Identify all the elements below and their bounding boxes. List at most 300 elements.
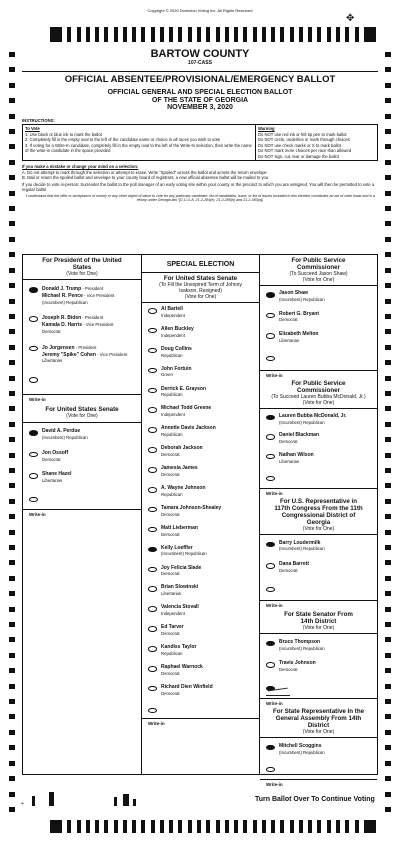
timing-mark bbox=[178, 27, 182, 42]
timing-mark bbox=[385, 684, 391, 689]
contest-president-header bbox=[23, 255, 141, 279]
timing-mark bbox=[385, 514, 391, 519]
timing-mark bbox=[385, 221, 391, 226]
special-election-header: SPECIAL ELECTION bbox=[142, 255, 259, 273]
timing-mark bbox=[141, 820, 145, 833]
timing-mark bbox=[206, 820, 210, 833]
candidate-name: Tamara Johnson-Shealey bbox=[161, 504, 222, 511]
warning-item: Do NOT use check marks or X to mark ballot bbox=[258, 142, 342, 148]
ballot-grid bbox=[22, 254, 378, 787]
timing-mark bbox=[9, 637, 15, 642]
ballot-title: OFFICIAL ABSENTEE/PROVISIONAL/EMERGENCY BALLOT bbox=[22, 71, 378, 85]
timing-mark bbox=[385, 160, 391, 165]
timing-mark bbox=[327, 820, 331, 833]
candidate-option[interactable] bbox=[142, 406, 259, 418]
empty-oval[interactable] bbox=[148, 368, 157, 374]
timing-mark bbox=[216, 27, 220, 42]
empty-oval[interactable] bbox=[266, 434, 275, 440]
candidate-role: - President bbox=[74, 344, 97, 350]
timing-mark bbox=[271, 820, 275, 833]
timing-mark bbox=[9, 668, 15, 673]
candidate-name: Valencia Stovall bbox=[161, 604, 199, 611]
empty-oval[interactable] bbox=[148, 666, 157, 672]
timing-mark bbox=[243, 820, 247, 833]
timing-mark bbox=[9, 792, 15, 797]
candidate-party: Independent bbox=[161, 412, 185, 418]
contest-state-rep-header bbox=[260, 706, 377, 735]
candidate-option[interactable] bbox=[23, 451, 141, 463]
candidate-party: Republican bbox=[161, 432, 183, 438]
timing-mark bbox=[262, 27, 266, 42]
timing-mark bbox=[188, 820, 192, 833]
to-vote-heading: To Vote bbox=[25, 126, 40, 131]
write-in-line bbox=[23, 394, 141, 395]
candidate-party: Independent bbox=[161, 312, 185, 318]
running-mate-role: - Vice President bbox=[95, 351, 128, 357]
write-in-option[interactable] bbox=[23, 494, 141, 517]
candidate-option[interactable] bbox=[142, 387, 259, 399]
footer-code-marks bbox=[32, 792, 136, 806]
candidate-party: Independent bbox=[161, 332, 185, 338]
candidate-party: Republican bbox=[161, 392, 183, 398]
timing-mark bbox=[9, 252, 15, 257]
timing-mark bbox=[9, 114, 15, 119]
write-in-oval[interactable] bbox=[266, 476, 275, 482]
filled-oval[interactable] bbox=[29, 287, 38, 293]
timing-mark bbox=[9, 329, 15, 334]
timing-mark bbox=[299, 27, 303, 42]
timing-mark bbox=[9, 699, 15, 704]
write-in-line bbox=[260, 779, 377, 780]
candidate-party: Democrat bbox=[161, 471, 180, 477]
timing-mark bbox=[9, 98, 15, 103]
candidate-option[interactable] bbox=[142, 446, 259, 458]
write-in-label: Write-in bbox=[266, 602, 283, 608]
contest-title: For State Senator From 14th District bbox=[284, 610, 353, 625]
candidate-option[interactable] bbox=[142, 685, 259, 697]
timing-mark bbox=[9, 530, 15, 535]
candidate-party: Green bbox=[161, 372, 173, 378]
timing-mark bbox=[216, 820, 220, 833]
contest-us-senate-header bbox=[23, 404, 141, 419]
timing-mark bbox=[385, 83, 391, 88]
empty-oval[interactable] bbox=[148, 527, 157, 533]
contest-congress-options bbox=[260, 535, 377, 574]
filled-oval[interactable] bbox=[148, 547, 157, 553]
timing-mark bbox=[385, 329, 391, 334]
timing-mark bbox=[9, 576, 15, 581]
candidate-option[interactable] bbox=[23, 429, 141, 441]
timing-mark bbox=[385, 699, 391, 704]
contest-title: For United States Senate bbox=[45, 406, 119, 414]
instruction-step: 1. Use black or blue ink to mark the ballot bbox=[25, 131, 102, 137]
timing-marks-left bbox=[9, 52, 15, 812]
empty-oval[interactable] bbox=[29, 346, 38, 352]
write-in-oval[interactable] bbox=[266, 587, 275, 593]
write-in-option[interactable] bbox=[260, 683, 377, 706]
candidate-party: (Incumbent) Republican bbox=[161, 551, 207, 557]
contest-title: For State Representative In the General Assembly From 14th District bbox=[272, 707, 365, 729]
instructions-heading: INSTRUCTIONS: bbox=[22, 118, 55, 123]
timing-mark bbox=[385, 206, 391, 211]
empty-oval[interactable] bbox=[266, 313, 275, 319]
empty-oval[interactable] bbox=[148, 388, 157, 394]
candidate-option[interactable] bbox=[142, 307, 259, 319]
timing-mark bbox=[160, 27, 164, 42]
empty-oval[interactable] bbox=[266, 563, 275, 569]
candidate-party: Republican bbox=[161, 650, 183, 656]
candidate-option[interactable] bbox=[23, 472, 141, 484]
candidate-option[interactable] bbox=[142, 367, 259, 379]
write-in-option[interactable] bbox=[23, 374, 141, 403]
candidate-option[interactable] bbox=[142, 605, 259, 617]
election-title bbox=[22, 89, 378, 112]
candidate-name: Jamesia James bbox=[161, 465, 198, 472]
timing-mark bbox=[364, 27, 376, 42]
timing-mark bbox=[9, 545, 15, 550]
timing-mark bbox=[9, 83, 15, 88]
timing-mark bbox=[9, 591, 15, 596]
contest-psc-2-options bbox=[260, 409, 377, 465]
timing-mark bbox=[385, 391, 391, 396]
candidate-name-line bbox=[42, 286, 139, 293]
candidate-party: (Incumbent) Republican bbox=[279, 645, 325, 651]
in-person-note: If you decide to vote in-person: Surrender the ballot to the poll manager of an early voting site within your county or the precinct to which you are assigned. You will then be permitted to vote a regular ballot bbox=[22, 182, 375, 192]
handwritten-write-in bbox=[266, 687, 290, 696]
timing-mark bbox=[50, 820, 62, 833]
candidate-name: Kelly Loeffler bbox=[161, 544, 193, 551]
timing-mark bbox=[385, 792, 391, 797]
timing-mark bbox=[9, 714, 15, 719]
candidate-option[interactable] bbox=[142, 625, 259, 637]
timing-mark bbox=[9, 283, 15, 288]
write-in-option[interactable] bbox=[142, 705, 259, 726]
timing-mark bbox=[9, 206, 15, 211]
vote-for-label: (Vote for One) bbox=[66, 413, 98, 420]
timing-mark bbox=[50, 27, 62, 42]
timing-mark bbox=[206, 27, 210, 42]
registration-mark: + bbox=[21, 801, 24, 807]
empty-oval[interactable] bbox=[266, 454, 275, 460]
timing-mark bbox=[364, 820, 376, 833]
column-3 bbox=[259, 255, 377, 787]
column-1 bbox=[23, 255, 141, 774]
contest-psc-1-options bbox=[260, 286, 377, 344]
candidate-name: Jason Shaw bbox=[279, 290, 308, 296]
empty-oval[interactable] bbox=[29, 452, 38, 458]
timing-mark bbox=[9, 453, 15, 458]
candidate-option[interactable] bbox=[142, 526, 259, 538]
empty-oval[interactable] bbox=[29, 473, 38, 479]
candidate-option[interactable] bbox=[260, 661, 377, 673]
contest-special-senate-options bbox=[142, 303, 259, 697]
write-in-line bbox=[142, 718, 259, 719]
warning-item: Do NOT sign, cut, tear or damage the ballot bbox=[258, 153, 339, 159]
write-in-line bbox=[260, 600, 377, 601]
timing-mark bbox=[385, 483, 391, 488]
candidate-option[interactable] bbox=[142, 566, 259, 578]
running-mate-name: Kamala D. Harris bbox=[42, 322, 83, 329]
timing-mark bbox=[9, 268, 15, 273]
candidate-name-line bbox=[42, 315, 139, 322]
contest-state-senate-header bbox=[260, 609, 377, 631]
timing-mark bbox=[327, 27, 331, 42]
candidate-name: Joy Felicia Slade bbox=[161, 564, 202, 571]
candidate-option[interactable] bbox=[260, 562, 377, 574]
empty-oval[interactable] bbox=[148, 328, 157, 334]
candidate-name: Al Bartell bbox=[161, 306, 183, 312]
candidate-party: Democrat bbox=[161, 511, 180, 517]
vote-for-label: (Vote for One) bbox=[302, 728, 335, 735]
timing-mark bbox=[123, 820, 127, 833]
candidate-name: Jo Jorgensen bbox=[42, 344, 75, 351]
candidate-name: Doug Collins bbox=[161, 345, 192, 352]
timing-mark bbox=[9, 607, 15, 612]
precinct-code: 107-CASS bbox=[188, 60, 212, 66]
write-in-line bbox=[260, 488, 377, 489]
candidate-option[interactable] bbox=[23, 315, 141, 334]
filled-oval[interactable] bbox=[266, 542, 275, 548]
contest-title: For Public Service Commissioner bbox=[291, 379, 346, 394]
candidate-option[interactable] bbox=[23, 345, 141, 364]
candidate-option[interactable] bbox=[260, 291, 377, 303]
empty-oval[interactable] bbox=[148, 626, 157, 632]
timing-mark bbox=[225, 820, 229, 833]
timing-mark bbox=[280, 27, 284, 42]
timing-mark bbox=[95, 27, 99, 42]
candidate-option[interactable] bbox=[260, 332, 377, 344]
timing-mark bbox=[336, 820, 340, 833]
candidate-party: Libertarian bbox=[161, 591, 182, 597]
candidate-option[interactable] bbox=[260, 414, 377, 426]
warning-item: Do NOT mark more choices per race than allowed bbox=[258, 148, 352, 153]
timing-mark bbox=[385, 776, 391, 781]
timing-mark bbox=[9, 237, 15, 242]
timing-mark bbox=[86, 820, 90, 833]
empty-oval[interactable] bbox=[148, 467, 157, 473]
empty-oval[interactable] bbox=[148, 447, 157, 453]
running-mate-line bbox=[42, 322, 139, 329]
candidate-option[interactable] bbox=[260, 453, 377, 465]
timing-mark bbox=[336, 27, 340, 42]
candidate-option[interactable] bbox=[142, 506, 259, 518]
timing-mark bbox=[385, 144, 391, 149]
filled-oval[interactable] bbox=[29, 430, 38, 436]
candidate-option[interactable] bbox=[260, 433, 377, 445]
timing-mark bbox=[197, 27, 201, 42]
candidate-name: Deborah Jackson bbox=[161, 445, 203, 452]
timing-mark bbox=[9, 52, 15, 57]
timing-mark bbox=[188, 27, 192, 42]
write-in-option[interactable] bbox=[260, 764, 377, 787]
empty-oval[interactable] bbox=[148, 308, 157, 314]
timing-mark bbox=[160, 820, 164, 833]
candidate-option[interactable] bbox=[260, 744, 377, 756]
candidate-name: Mitchell Scoggins bbox=[279, 742, 322, 749]
mistake-heading: If you make a mistake or change your mind on a selection: bbox=[22, 164, 139, 169]
contest-president-options bbox=[23, 280, 141, 364]
timing-mark bbox=[308, 27, 312, 42]
write-in-oval[interactable] bbox=[29, 497, 38, 503]
timing-mark bbox=[9, 776, 15, 781]
candidate-party: (Incumbent) Republican bbox=[279, 546, 325, 552]
candidate-option[interactable] bbox=[142, 327, 259, 339]
empty-oval[interactable] bbox=[148, 686, 157, 692]
timing-mark bbox=[385, 67, 391, 72]
filled-oval[interactable] bbox=[266, 641, 275, 647]
empty-oval[interactable] bbox=[148, 407, 157, 413]
timing-mark bbox=[9, 807, 15, 812]
timing-mark bbox=[385, 545, 391, 550]
candidate-option[interactable] bbox=[260, 312, 377, 324]
timing-mark bbox=[355, 820, 359, 833]
timing-mark bbox=[385, 129, 391, 134]
candidate-party: Democrat bbox=[161, 571, 180, 577]
candidate-option[interactable] bbox=[23, 286, 141, 305]
timing-mark bbox=[385, 453, 391, 458]
timing-mark bbox=[385, 406, 391, 411]
candidate-option[interactable] bbox=[142, 466, 259, 478]
candidate-name: Bruce Thompson bbox=[279, 638, 321, 645]
candidate-role: - President bbox=[81, 286, 104, 291]
timing-mark bbox=[77, 27, 81, 42]
candidate-role: - President bbox=[81, 315, 104, 321]
timing-mark bbox=[290, 27, 294, 42]
timing-mark bbox=[9, 730, 15, 735]
vote-for-label: (Vote for One) bbox=[302, 277, 335, 283]
timing-mark bbox=[355, 27, 359, 42]
timing-mark bbox=[385, 653, 391, 658]
empty-oval[interactable] bbox=[148, 487, 157, 493]
timing-mark bbox=[9, 221, 15, 226]
write-in-oval[interactable] bbox=[29, 377, 38, 383]
candidate-option[interactable] bbox=[142, 486, 259, 498]
candidate-option[interactable] bbox=[260, 640, 377, 652]
empty-oval[interactable] bbox=[148, 507, 157, 513]
timing-mark bbox=[86, 27, 90, 42]
candidate-name: A. Wayne Johnson bbox=[161, 485, 206, 492]
write-in-option[interactable] bbox=[260, 353, 377, 378]
filled-oval[interactable] bbox=[266, 415, 275, 421]
timing-mark bbox=[385, 268, 391, 273]
write-in-oval[interactable] bbox=[266, 767, 275, 773]
timing-mark bbox=[385, 730, 391, 735]
candidate-option[interactable] bbox=[142, 546, 259, 558]
vote-for-label: (Vote for One) bbox=[302, 525, 335, 532]
timing-mark bbox=[385, 52, 391, 57]
candidate-name: Joseph R. Biden bbox=[42, 315, 82, 322]
timing-mark bbox=[385, 591, 391, 596]
contest-title: For U.S. Representative in 117th Congress From the 11th Congressional District of Georgia bbox=[274, 497, 363, 526]
write-in-oval[interactable] bbox=[148, 708, 157, 714]
write-in-label: Write-in bbox=[266, 372, 283, 378]
filled-oval[interactable] bbox=[266, 292, 275, 298]
mistake-section bbox=[22, 164, 378, 180]
empty-oval[interactable] bbox=[148, 646, 157, 652]
timing-mark bbox=[385, 607, 391, 612]
candidate-option[interactable] bbox=[142, 426, 259, 438]
write-in-option[interactable] bbox=[260, 473, 377, 496]
vote-for-label: (Vote for One) bbox=[302, 399, 335, 406]
timing-mark bbox=[9, 360, 15, 365]
timing-mark bbox=[385, 98, 391, 103]
timing-mark bbox=[9, 653, 15, 658]
running-mate-line bbox=[42, 352, 139, 359]
empty-oval[interactable] bbox=[148, 567, 157, 573]
timing-mark bbox=[385, 345, 391, 350]
to-vote-column bbox=[23, 125, 255, 160]
code-mark bbox=[49, 792, 54, 806]
write-in-option[interactable] bbox=[260, 584, 377, 608]
timing-mark bbox=[95, 820, 99, 833]
timing-mark bbox=[385, 191, 391, 196]
candidate-party: Independent bbox=[161, 611, 185, 617]
contest-subtitle: (To Fill the Unexpired Term of Johnny Isakson, Resigned) bbox=[159, 282, 242, 294]
timing-mark bbox=[253, 820, 257, 833]
contest-state-senate-options bbox=[260, 634, 377, 673]
timing-mark bbox=[385, 422, 391, 427]
candidate-name: Elizabeth Melton bbox=[279, 331, 319, 338]
instructions-box bbox=[22, 124, 378, 161]
running-mate-line bbox=[42, 293, 139, 300]
timing-mark bbox=[280, 820, 284, 833]
empty-oval[interactable] bbox=[148, 606, 157, 612]
candidate-option[interactable] bbox=[142, 645, 259, 657]
code-mark bbox=[114, 797, 117, 806]
timing-mark bbox=[385, 530, 391, 535]
empty-oval[interactable] bbox=[29, 316, 38, 322]
empty-oval[interactable] bbox=[148, 348, 157, 354]
candidate-party: (Incumbent) Republican bbox=[279, 749, 325, 755]
candidate-party: (Incumbent) Republican bbox=[42, 434, 88, 440]
timing-mark bbox=[345, 27, 349, 42]
write-in-oval[interactable] bbox=[266, 356, 275, 362]
candidate-option[interactable] bbox=[142, 347, 259, 359]
candidate-party: Libertarian bbox=[279, 458, 300, 464]
empty-oval[interactable] bbox=[266, 662, 275, 668]
candidate-party: (Incumbent) Republican bbox=[42, 299, 88, 305]
running-mate-name: Jeremy "Spike" Cohen bbox=[42, 351, 96, 358]
timing-mark bbox=[243, 27, 247, 42]
timing-mark bbox=[317, 820, 321, 833]
timing-mark bbox=[385, 807, 391, 812]
contest-subtitle: (To Succeed Lauren Bubba McDonald, Jr.) bbox=[271, 393, 366, 400]
turn-over-note: Turn Ballot Over To Continue Voting bbox=[255, 796, 375, 803]
candidate-option[interactable] bbox=[142, 585, 259, 597]
filled-oval[interactable] bbox=[266, 745, 275, 751]
empty-oval[interactable] bbox=[266, 333, 275, 339]
timing-mark bbox=[151, 27, 155, 42]
mistake-item-a: A. Do not attempt to mark through the selection or attempt to erase. Write "Spoiled" across the ballot and across the return envelope bbox=[22, 169, 267, 175]
timing-mark bbox=[9, 483, 15, 488]
instructions bbox=[22, 118, 378, 203]
empty-oval[interactable] bbox=[148, 427, 157, 433]
timing-mark bbox=[262, 820, 266, 833]
candidate-name: Dana Barrett bbox=[279, 561, 310, 568]
candidate-option[interactable] bbox=[260, 541, 377, 553]
candidate-party: Libertarian bbox=[42, 358, 63, 364]
candidate-party: Democrat bbox=[161, 670, 180, 676]
write-in-label: Write-in bbox=[266, 490, 283, 496]
write-in-label: Write-in bbox=[266, 781, 283, 787]
candidate-option[interactable] bbox=[142, 665, 259, 677]
candidate-party: (Incumbent) Republican bbox=[279, 419, 325, 425]
timing-mark bbox=[9, 391, 15, 396]
empty-oval[interactable] bbox=[148, 586, 157, 592]
write-in-label: Write-in bbox=[29, 511, 46, 517]
timing-mark bbox=[385, 576, 391, 581]
timing-mark bbox=[9, 376, 15, 381]
